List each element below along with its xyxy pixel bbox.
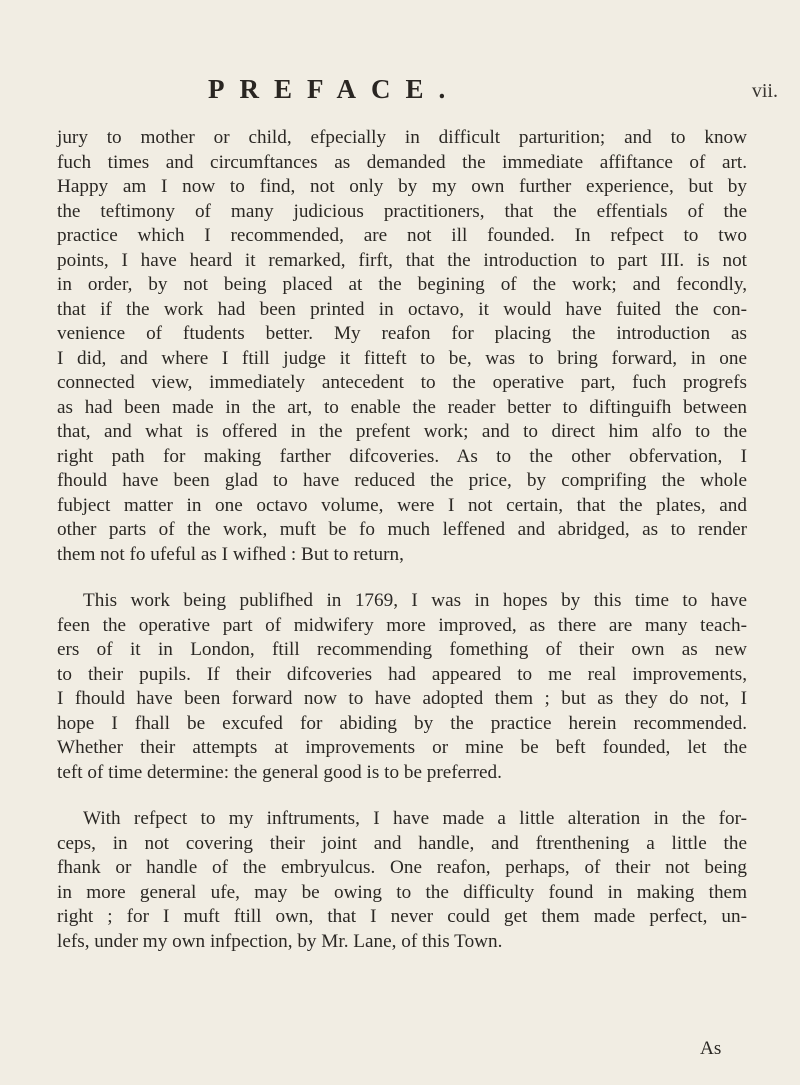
paragraph-gap (57, 567, 747, 589)
text-line: fhould have been glad to have reduced the price, by comprifing the whole (57, 470, 747, 491)
text-line: Happy am I now to find, not only by my own further experience, but by (57, 176, 747, 197)
text-line: that if the work had been printed in octavo, it would have fuited the con- (57, 298, 747, 320)
text-line: fubject matter in one octavo volume, were I not certain, that the plates, and (57, 494, 747, 516)
catchword: As (700, 1038, 722, 1059)
text-line: jury to mother or child, efpecially in difficult parturition; and to know (57, 127, 747, 148)
text-line: I fhould have been forward now to have adopted them ; but as they do not, I (57, 688, 747, 709)
text-line: fhank or handle of the embryulcus. One reafon, perhaps, of their not being (57, 857, 747, 878)
page-number: vii. (751, 80, 778, 102)
text-line: them not fo ufeful as I wifhed : But to return, (57, 543, 404, 565)
text-line: in order, by not being placed at the begining of the work; and fecondly, (57, 274, 747, 295)
text-line: I did, and where I ftill judge it fitteft to be, was to bring forward, in one (57, 347, 747, 369)
text-line: right ; for I muft ftill own, that I never could get them made perfect, un- (57, 906, 747, 927)
text-line: teft of time determine: the general good is to be preferred. (57, 761, 502, 783)
paragraph-3 (57, 807, 747, 954)
text-line: to their pupils. If their difcoveries had appeared to me real improvements, (57, 663, 747, 685)
text-line: feen the operative part of midwifery more improved, as there are many teach- (57, 614, 747, 636)
text-line: other parts of the work, muft be fo much leffened and abridged, as to render (57, 519, 747, 540)
running-head (0, 74, 800, 110)
text-line: venience of ftudents better. My reafon for placing the introduction as (57, 323, 747, 344)
text-line: points, I have heard it remarked, firft, that the introduction to part III. is not (57, 249, 747, 271)
text-line: that, and what is offered in the prefent work; and to direct him alfo to the (57, 421, 747, 442)
paragraph-2 (57, 589, 747, 785)
paragraph-gap (57, 785, 747, 807)
body-text (57, 126, 747, 954)
text-line: This work being publifhed in 1769, I was in hopes by this time to have (83, 590, 747, 611)
text-line: in more general ufe, may be owing to the difficulty found in making them (57, 881, 747, 903)
text-line: ceps, in not covering their joint and handle, and ftrenthening a little the (57, 832, 747, 854)
text-line: With refpect to my inftruments, I have made a little alteration in the for- (83, 808, 747, 829)
paragraph-1 (57, 126, 747, 567)
text-line: right path for making farther difcoveries. As to the other obfervation, I (57, 445, 747, 467)
running-title: PREFACE. (208, 74, 461, 104)
text-line: Whether their attempts at improvements or mine be beft founded, let the (57, 737, 747, 758)
text-line: fuch times and circumftances as demanded the immediate affiftance of art. (57, 151, 747, 173)
text-line: connected view, immediately antecedent to the operative part, fuch progrefs (57, 372, 747, 393)
text-line: practice which I recommended, are not ill founded. In refpect to two (57, 225, 747, 246)
text-line: as had been made in the art, to enable the reader better to diftinguifh between (57, 396, 747, 418)
text-line: ers of it in London, ftill recommending fomething of their own as new (57, 639, 747, 660)
text-line: lefs, under my own infpection, by Mr. Lane, of this Town. (57, 930, 503, 952)
text-line: the teftimony of many judicious practitioners, that the effentials of the (57, 200, 747, 222)
text-line: hope I fhall be excufed for abiding by the practice herein recommended. (57, 712, 747, 734)
